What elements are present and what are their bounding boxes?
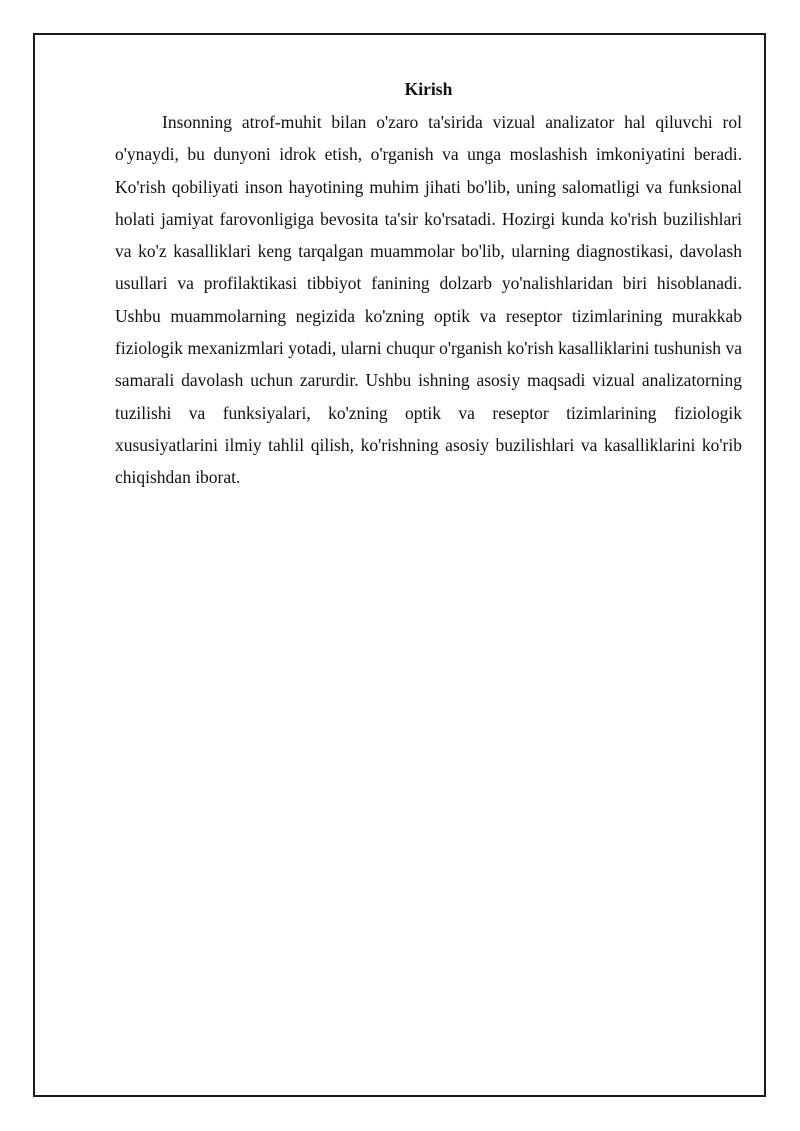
intro-paragraph: Insonning atrof-muhit bilan o'zaro ta'sirida vizual analizator hal qiluvchi rol o'ynaydi, bu dunyoni idrok etish, o'rganish va unga moslashish imkoniyatini beradi. Ko'rish qobiliyati inson hayotining muhim jihati bo'lib, uning salomatligi va funksional holati jamiyat farovonligiga bevosita ta'sir ko'rsatadi. Hozirgi kunda ko'rish buzilishlari va ko'z kasalliklari keng tarqalgan muammolar bo'lib, ularning diagnostikasi, davolash usullari va profilaktikasi tibbiyot fanining dolzarb yo'nalishlaridan biri hisoblanadi. Ushbu muammolarning negizida ko'zning optik va reseptor tizimlarining murakkab fiziologik mexanizmlari yotadi, ularni chuqur o'rganish ko'rish kasalliklarini tushunish va samarali davolash uchun zarurdir. Ushbu ishning asosiy maqsadi vizual analizatorning tuzilishi va funksiyalari, ko'zning optik va reseptor tizimlarining fiziologik xususiyatlarini ilmiy tahlil qilish, ko'rishning asosiy buzilishlari va kasalliklarini ko'rib chiqishdan iborat. — [115, 112, 742, 488]
document-body — [115, 76, 742, 494]
page-title: Kirish — [404, 79, 453, 99]
